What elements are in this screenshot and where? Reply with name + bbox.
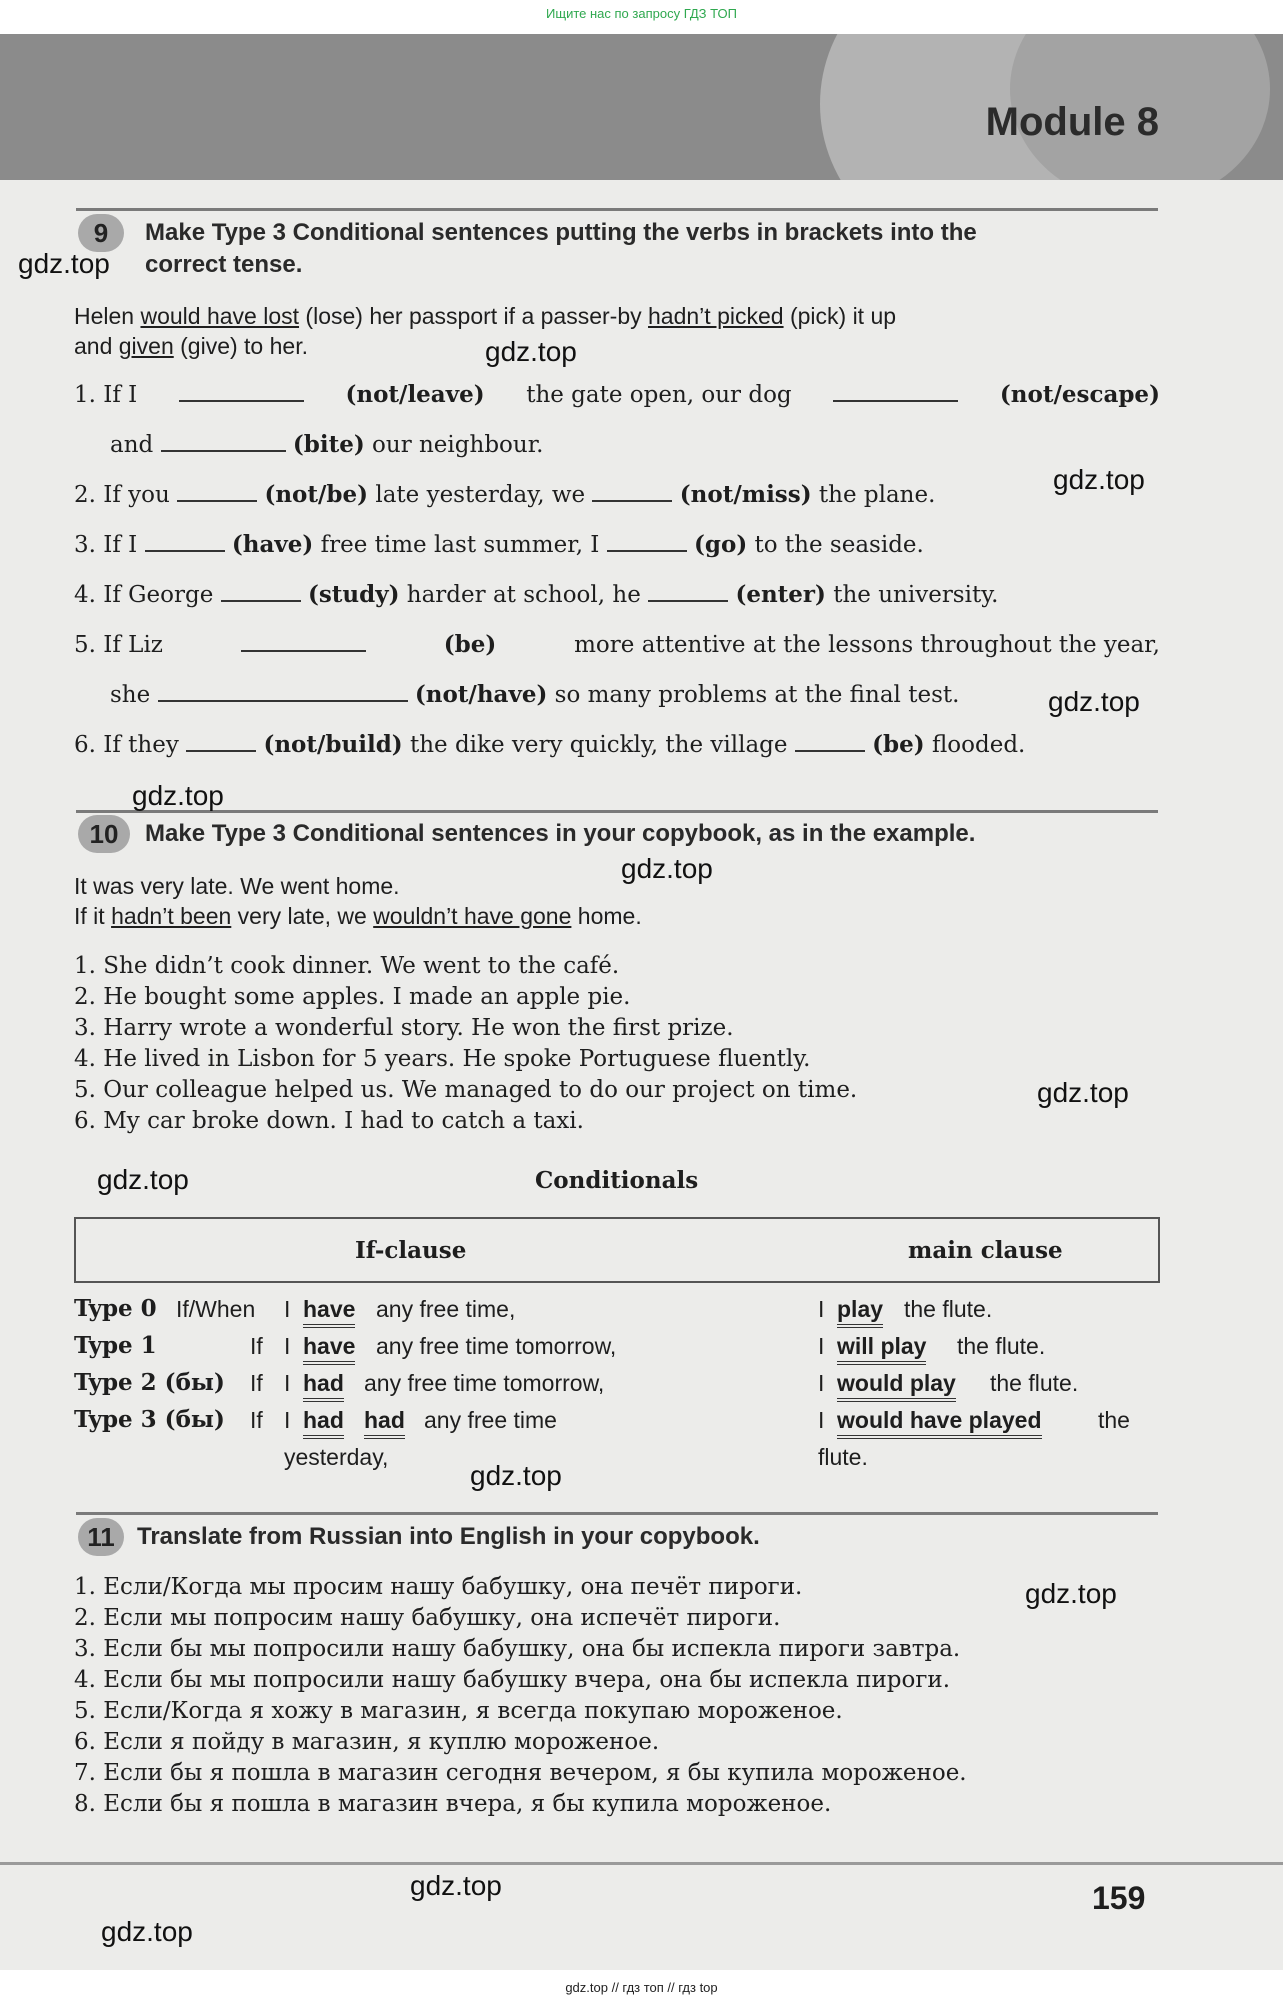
exercise-9-item: 3. If I (have) free time last summer, I (go) to the seaside. xyxy=(74,531,924,558)
clause-rest: any free time xyxy=(424,1407,557,1433)
exercise-9-title-line1: Make Type 3 Conditional sentences putting the verbs in brackets into the xyxy=(145,219,977,246)
watermark: gdz.top xyxy=(132,780,224,811)
conjunction: If/When xyxy=(176,1296,256,1322)
module-title: Module 8 xyxy=(985,100,1159,144)
exercise-10-number: 10 xyxy=(78,815,130,853)
subject: I xyxy=(284,1296,291,1322)
clause-rest: yesterday, xyxy=(284,1444,389,1470)
answer-blank[interactable] xyxy=(161,430,286,452)
main-verb: will play xyxy=(837,1331,926,1365)
exercise-10-item: 3. Harry wrote a wonderful story. He won the first prize. xyxy=(74,1015,734,1041)
clause-rest: any free time, xyxy=(376,1296,516,1322)
watermark: gdz.top xyxy=(18,248,110,279)
main-subject: I xyxy=(818,1370,825,1396)
exercise-9-title-line2: correct tense. xyxy=(145,251,303,278)
page-number: 159 xyxy=(1092,1880,1146,1916)
exercise-9-item: 4. If George (study) harder at school, he (enter) the university. xyxy=(74,581,999,608)
conjunction: If xyxy=(250,1370,263,1396)
type-label: Type 3 (бы) xyxy=(74,1406,225,1433)
answer-blank[interactable] xyxy=(795,730,865,752)
answer-blank[interactable] xyxy=(186,730,256,752)
exercise-11-number: 11 xyxy=(78,1518,124,1556)
module-header xyxy=(0,34,1283,180)
type-label: Type 0 xyxy=(74,1295,157,1322)
watermark: gdz.top xyxy=(97,1164,189,1195)
divider xyxy=(76,810,1158,813)
exercise-9-item: 2. If you (not/be) late yesterday, we (not/miss) the plane. xyxy=(74,481,936,508)
exercise-11-item: 3. Если бы мы попросили нашу бабушку, она бы испекла пироги завтра. xyxy=(74,1636,961,1662)
subject: I xyxy=(284,1407,291,1433)
watermark: gdz.top xyxy=(1048,686,1140,717)
exercise-9-item: 6. If they (not/build) the dike very quickly, the village (be) flooded. xyxy=(74,731,1026,758)
watermark: gdz.top xyxy=(621,853,713,884)
main-rest: the xyxy=(1098,1407,1130,1433)
exercise-11-item: 8. Если бы я пошла в магазин вчера, я бы купила мороженое. xyxy=(74,1791,832,1817)
type-label: Type 1 xyxy=(74,1332,157,1359)
exercise-9-item: 5. If Liz (be) more attentive at the lessons throughout the year, xyxy=(74,631,1160,658)
answer-blank[interactable] xyxy=(833,380,958,402)
exercise-11-item: 1. Если/Когда мы просим нашу бабушку, она печёт пироги. xyxy=(74,1574,803,1600)
verb: had xyxy=(364,1405,405,1439)
exercise-9-example-line1: Helen would have lost (lose) her passport if a passer-by hadn’t picked (pick) it up xyxy=(74,303,897,329)
exercise-10-item: 5. Our colleague helped us. We managed to do our project on time. xyxy=(74,1077,858,1103)
exercise-11-item: 2. Если мы попросим нашу бабушку, она испечёт пироги. xyxy=(74,1605,781,1631)
verb: have xyxy=(303,1294,355,1328)
verb: had xyxy=(303,1405,344,1439)
conjunction: If xyxy=(250,1407,263,1433)
exercise-10-item: 4. He lived in Lisbon for 5 years. He spoke Portuguese fluently. xyxy=(74,1046,811,1072)
type-label: Type 2 (бы) xyxy=(74,1369,225,1396)
divider xyxy=(76,208,1158,211)
exercise-10-example-line2: If it hadn’t been very late, we wouldn’t have gone home. xyxy=(74,903,642,929)
exercise-10-item: 6. My car broke down. I had to catch a taxi. xyxy=(74,1108,584,1134)
watermark: gdz.top xyxy=(470,1460,562,1491)
main-rest: the flute. xyxy=(904,1296,993,1322)
main-verb: play xyxy=(837,1294,883,1328)
conditionals-title: Conditionals xyxy=(535,1167,699,1194)
answer-blank[interactable] xyxy=(607,530,687,552)
watermark: gdz.top xyxy=(1025,1578,1117,1609)
watermark: gdz.top xyxy=(101,1916,193,1947)
answer-blank[interactable] xyxy=(145,530,225,552)
exercise-9-example-line2: and given (give) to her. xyxy=(74,333,308,359)
exercise-9-item: she (not/have) so many problems at the final test. xyxy=(110,681,960,708)
answer-blank[interactable] xyxy=(179,380,304,402)
main-rest: flute. xyxy=(818,1444,868,1470)
exercise-11-item: 7. Если бы я пошла в магазин сегодня вечером, я бы купила мороженое. xyxy=(74,1760,967,1786)
exercise-10-item: 1. She didn’t cook dinner. We went to the café. xyxy=(74,953,620,979)
answer-blank[interactable] xyxy=(177,480,257,502)
watermark: gdz.top xyxy=(1053,464,1145,495)
divider xyxy=(0,1862,1283,1865)
verb: had xyxy=(303,1368,344,1402)
main-rest: the flute. xyxy=(990,1370,1079,1396)
answer-blank[interactable] xyxy=(158,680,408,702)
main-verb: would play xyxy=(837,1368,956,1402)
answer-blank[interactable] xyxy=(241,630,366,652)
watermark: gdz.top xyxy=(485,336,577,367)
answer-blank[interactable] xyxy=(221,580,301,602)
clause-rest: any free time tomorrow, xyxy=(364,1370,605,1396)
exercise-9-item: 1. If I (not/leave) the gate open, our dog (not/escape) xyxy=(74,381,1160,408)
watermark: gdz.top xyxy=(1037,1077,1129,1108)
answer-blank[interactable] xyxy=(592,480,672,502)
clause-rest: any free time tomorrow, xyxy=(376,1333,617,1359)
verb: have xyxy=(303,1331,355,1365)
exercise-11-item: 5. Если/Когда я хожу в магазин, я всегда покупаю мороженое. xyxy=(74,1698,843,1724)
main-subject: I xyxy=(818,1333,825,1359)
divider xyxy=(76,1512,1158,1515)
exercise-11-item: 4. Если бы мы попросили нашу бабушку вчера, она бы испекла пироги. xyxy=(74,1667,951,1693)
top-banner: Ищите нас по запросу ГДЗ ТОП xyxy=(546,6,737,21)
answer-blank[interactable] xyxy=(648,580,728,602)
watermark: gdz.top xyxy=(410,1870,502,1901)
exercise-10-title: Make Type 3 Conditional sentences in your copybook, as in the example. xyxy=(145,820,976,847)
main-rest: the flute. xyxy=(957,1333,1046,1359)
main-verb: would have played xyxy=(837,1405,1042,1439)
conjunction: If xyxy=(250,1333,263,1359)
exercise-9-item: and (bite) our neighbour. xyxy=(110,431,544,458)
subject: I xyxy=(284,1333,291,1359)
exercise-11-title: Translate from Russian into English in your copybook. xyxy=(137,1523,760,1550)
exercise-10-example-line1: It was very late. We went home. xyxy=(74,873,400,899)
footer-note: gdz.top // гдз топ // гдз top xyxy=(565,1980,718,1995)
main-subject: I xyxy=(818,1296,825,1322)
exercise-10-item: 2. He bought some apples. I made an apple pie. xyxy=(74,984,631,1010)
main-subject: I xyxy=(818,1407,825,1433)
exercise-9-number: 9 xyxy=(78,214,124,252)
exercise-11-item: 6. Если я пойду в магазин, я куплю мороженое. xyxy=(74,1729,660,1755)
if-clause-header: If-clause xyxy=(355,1237,467,1264)
main-clause-header: main clause xyxy=(908,1237,1063,1264)
subject: I xyxy=(284,1370,291,1396)
